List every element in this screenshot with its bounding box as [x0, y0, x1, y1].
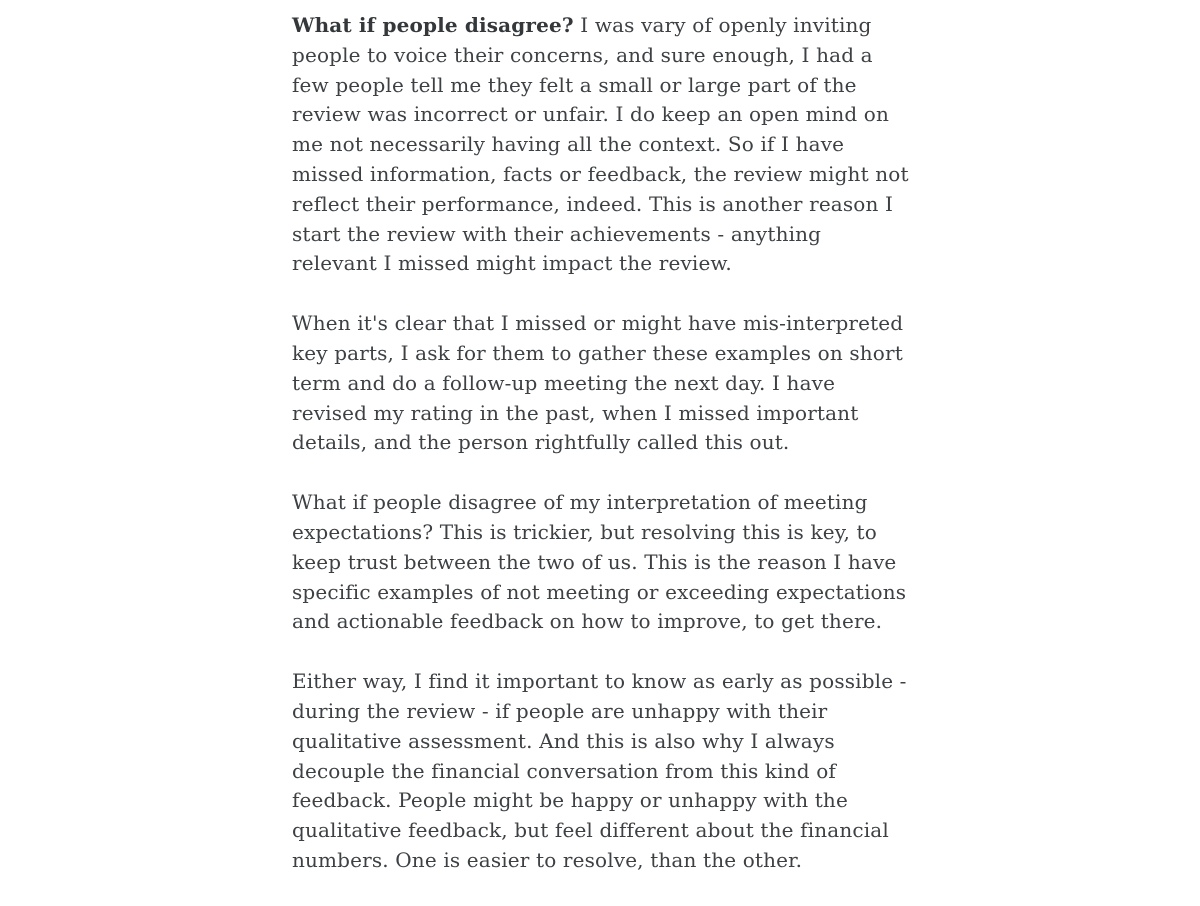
paragraph-text: I was vary of openly inviting people to voice their concerns, and sure enough, I had a few people tell me they felt a small or large part of the review was incorrect or unfair. I do keep an open mind on me not necessarily having all the context. So if I have missed information, facts or feedback, the review might not reflect their performance, indeed. This is another reason I start the review with their achievements - anything relevant I missed might impact the review.: [292, 13, 909, 276]
paragraph-expectations: What if people disagree of my interpretation of meeting expectations? This is trickier, but resolving this is key, to keep trust between the two of us. This is the reason I have specific examples of not meeting or exceeding expectations and actionable feedback on how to improve, to get there.: [292, 490, 907, 634]
article-body: [292, 11, 912, 906]
paragraph-disagree: [292, 11, 912, 279]
paragraph-lead-heading: What if people disagree?: [292, 13, 574, 37]
paragraph-decouple: Either way, I find it important to know as early as possible - during the review - if people are unhappy with their qualitative assessment. And this is also why I always decouple the financial conversation from this kind of feedback. People might be happy or unhappy with the qualitative feedback, but feel different about the financial numbers. One is easier to resolve, than the other.: [292, 669, 907, 872]
paragraph-missed-info: When it's clear that I missed or might have mis-interpreted key parts, I ask for them to gather these examples on short term and do a follow-up meeting the next day. I have revised my rating in the past, when I missed important details, and the person rightfully called this out.: [292, 311, 904, 455]
